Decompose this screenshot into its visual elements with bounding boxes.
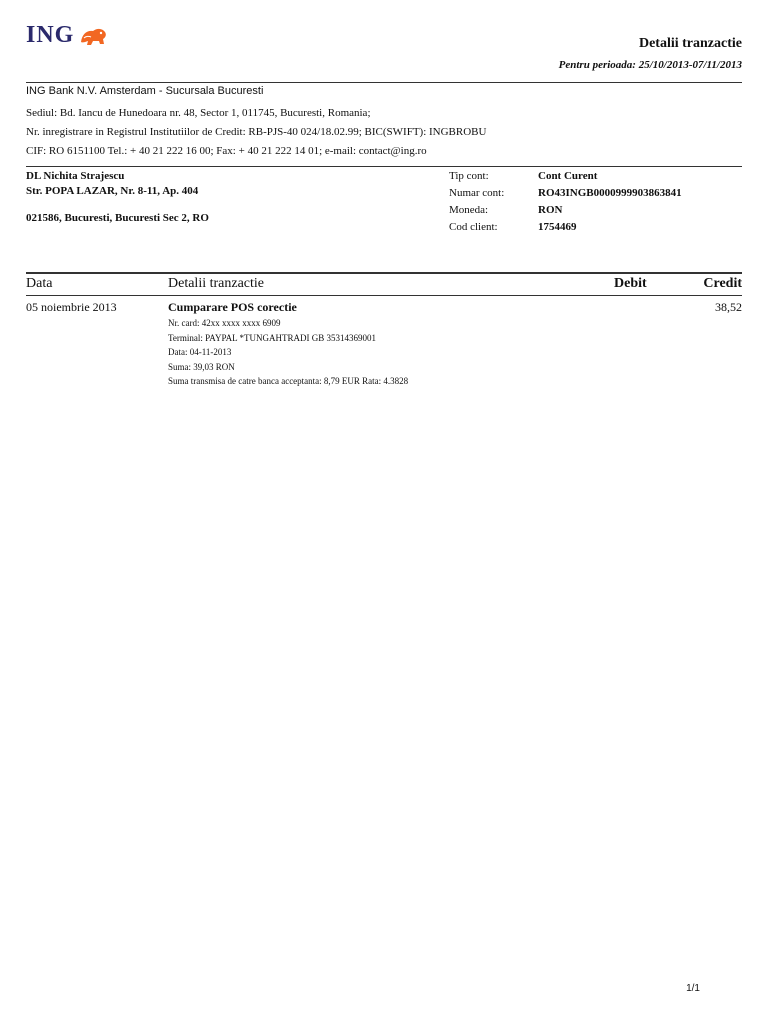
table-top-rule (26, 272, 742, 274)
lion-icon (78, 24, 108, 48)
logo-text: ING (26, 22, 75, 48)
currency-value: RON (538, 204, 563, 216)
bank-name: ING Bank N.V. Amsterdam - Sucursala Bucuresti (26, 85, 264, 97)
transaction-detail-terminal: Terminal: PAYPAL *TUNGAHTRADI GB 35314369001 (168, 333, 377, 343)
client-code-value: 1754469 (538, 221, 577, 233)
client-code-label: Cod client: (449, 221, 498, 233)
account-type-label: Tip cont: (449, 170, 489, 182)
customer-name: DL Nichita Strajescu (26, 170, 125, 182)
transaction-date: 05 noiembrie 2013 (26, 300, 117, 314)
column-header-credit: Credit (703, 276, 742, 291)
currency-label: Moneda: (449, 204, 489, 216)
bank-address: Sediul: Bd. Iancu de Hunedoara nr. 48, Sector 1, 011745, Bucuresti, Romania; (26, 107, 371, 119)
customer-street: Str. POPA LAZAR, Nr. 8-11, Ap. 404 (26, 185, 199, 197)
header-divider (26, 82, 742, 83)
table-header-rule (26, 295, 742, 296)
customer-city: 021586, Bucuresti, Bucuresti Sec 2, RO (26, 212, 209, 224)
account-number-value: RO43INGB0000999903863841 (538, 187, 682, 199)
column-header-date: Data (26, 276, 53, 291)
transaction-detail-card: Nr. card: 42xx xxxx xxxx 6909 (168, 318, 281, 328)
transaction-credit: 38,52 (715, 300, 742, 314)
ing-logo (26, 22, 108, 49)
document-title: Detalii tranzactie (638, 36, 742, 51)
bank-contact: CIF: RO 6151100 Tel.: + 40 21 222 16 00; Fax: + 40 21 222 14 01; e-mail: contact@ing.ro (26, 145, 427, 157)
bank-registration: Nr. inregistrare in Registrul Institutiilor de Credit: RB-PJS-40 024/18.02.99; BIC(SWIFT): INGBROBU (26, 126, 487, 138)
transaction-title: Cumparare POS corectie (168, 300, 297, 314)
column-header-details: Detalii tranzactie (168, 276, 264, 291)
account-type-value: Cont Curent (538, 170, 598, 182)
column-header-debit: Debit (614, 276, 647, 291)
transaction-detail-amount: Suma: 39,03 RON (168, 362, 235, 372)
transaction-detail-transmitted: Suma transmisa de catre banca acceptanta: 8,79 EUR Rata: 4.3828 (168, 376, 409, 386)
page-number: 1/1 (686, 983, 700, 994)
bank-divider (26, 166, 742, 167)
account-number-label: Numar cont: (449, 187, 505, 199)
transaction-detail-date: Data: 04-11-2013 (168, 347, 232, 357)
statement-period: Pentru perioada: 25/10/2013-07/11/2013 (558, 59, 742, 71)
